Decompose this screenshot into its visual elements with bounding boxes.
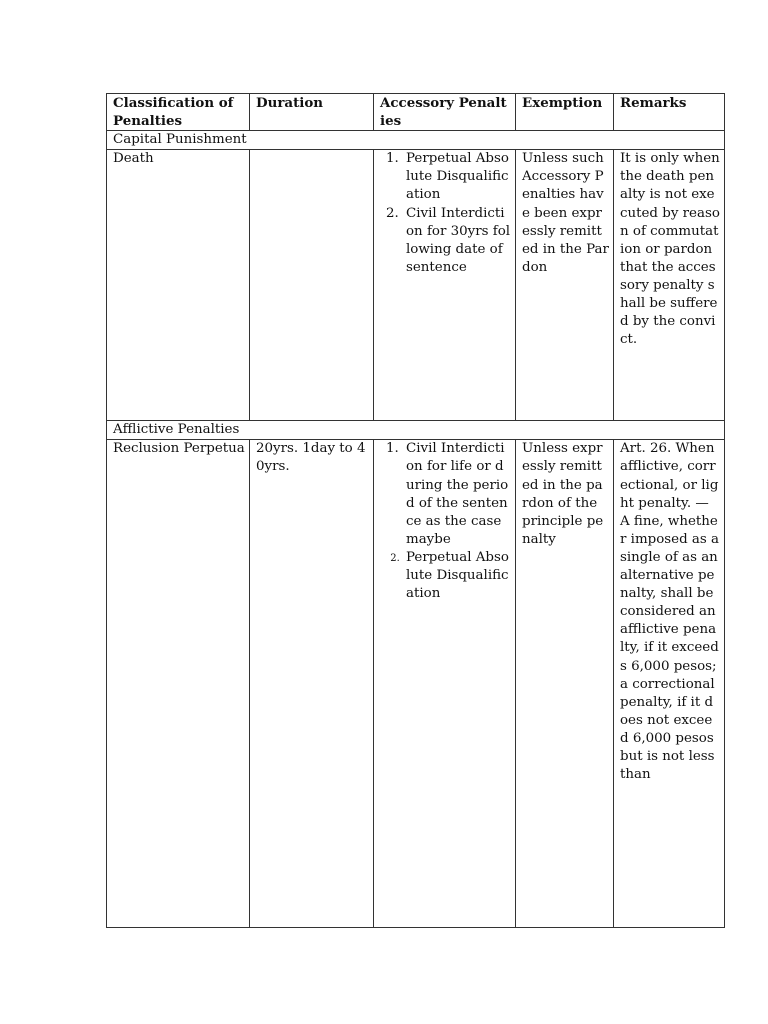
accessory-item: 2. Civil Interdiction for 30yrs following date of sentence [403,205,511,277]
header-classification: Classification of Penalties [107,94,250,131]
header-exemption: Exemption [516,94,614,131]
section-row-capital [107,131,725,150]
accessory-list [380,150,511,277]
cell-exemption: Unless such Accessory Penalties have been expressly remitted in the Pardon [516,150,614,421]
table-row-death [107,150,725,421]
cell-classification: Death [107,150,250,421]
cell-exemption: Unless expressly remitted in the pardon of the principle penalty [516,440,614,928]
section-title-afflictive-penalties: Afflictive Penalties [107,421,725,440]
header-remarks: Remarks [614,94,725,131]
cell-accessory-penalties [374,150,516,421]
accessory-list [380,440,511,603]
section-row-afflictive [107,421,725,440]
accessory-item: 1. Civil Interdiction for life or during the period of the sentence as the case maybe [403,440,511,549]
penalties-table [106,93,725,928]
section-title-capital-punishment: Capital Punishment [107,131,725,150]
accessory-item: 1. Perpetual Absolute Disqualification [403,150,511,204]
cell-duration: 20yrs. 1day to 40yrs. [250,440,374,928]
cell-classification: Reclusion Perpetua [107,440,250,928]
cell-duration [250,150,374,421]
header-row [107,94,725,131]
accessory-item: 2. Perpetual Absolute Disqualification [403,549,511,603]
header-duration: Duration [250,94,374,131]
header-accessory-penalties: Accessory Penalties [374,94,516,131]
cell-remarks: It is only when the death penalty is not executed by reason of commutation or pardon that the accessory penalty shall be suffered by the convict. [614,150,725,421]
cell-remarks: Art. 26. When afflictive, correctional, or light penalty. — A fine, whether imposed as a single of as an alternative penalty, shall be considered an afflictive penalty, if it exceeds 6,000 pesos; a correctional penalty, if it does not exceed 6,000 pesos but is not less than [614,440,725,928]
table-row-reclusion-perpetua [107,440,725,928]
cell-accessory-penalties [374,440,516,928]
